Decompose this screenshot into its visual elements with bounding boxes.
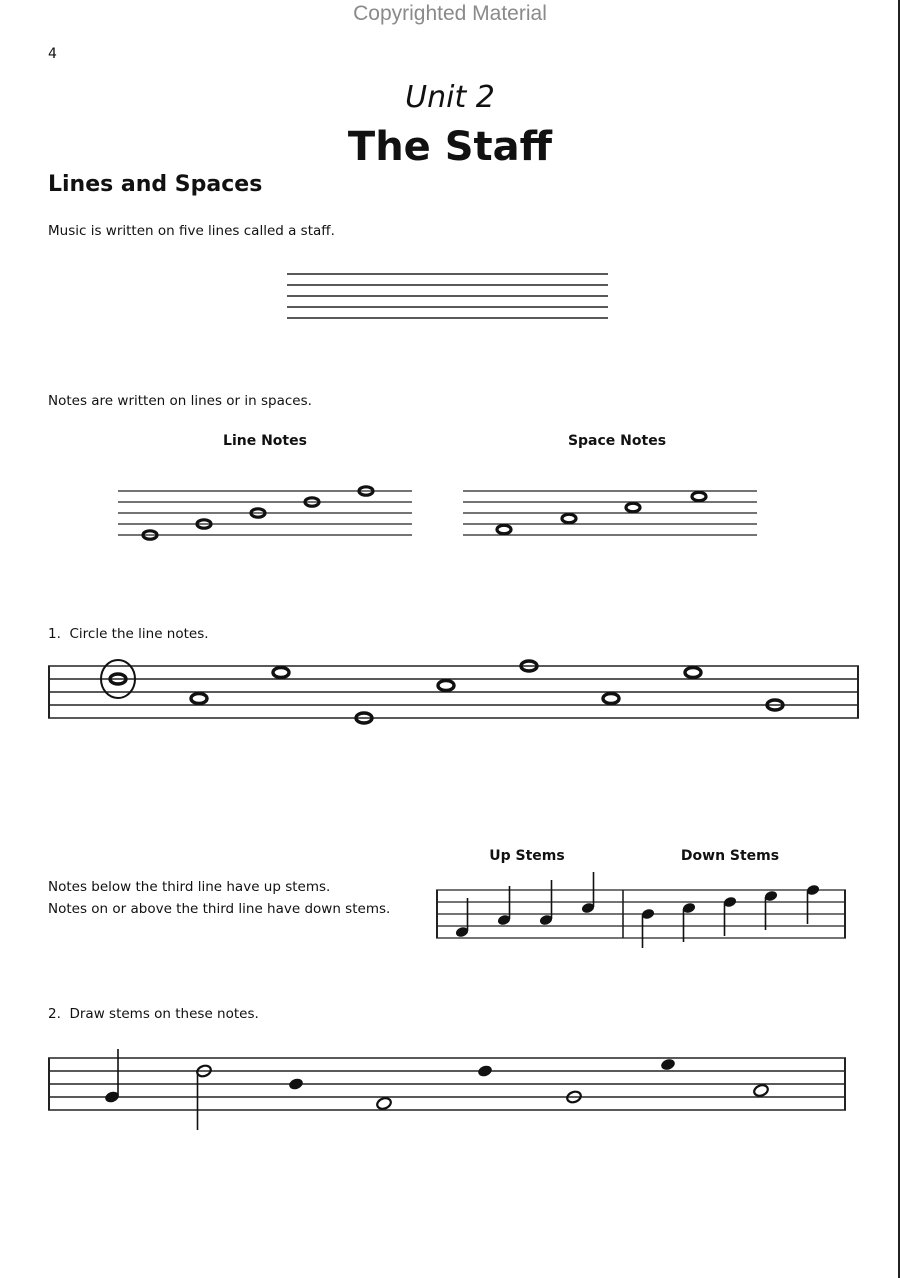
half-notehead <box>753 1083 770 1097</box>
exercise-2-staff[interactable] <box>48 1040 848 1136</box>
whole-note <box>692 492 706 500</box>
notes-text: Notes are written on lines or in spaces. <box>48 393 312 409</box>
exercise-2-text: Draw stems on these notes. <box>69 1006 259 1022</box>
whole-note <box>191 694 207 704</box>
space-notes-staff <box>463 486 759 546</box>
stems-example-staff <box>436 872 848 952</box>
down-stem-note <box>682 902 697 942</box>
down-stem-note <box>641 908 656 948</box>
exercise-1-staff[interactable] <box>48 660 860 730</box>
exercise-1-instruction <box>48 623 209 645</box>
exercise-1-text: Circle the line notes. <box>69 626 209 642</box>
down-stems-label: Down Stems <box>680 848 780 864</box>
down-stem-note <box>723 896 738 936</box>
exercise-2-number: 2. <box>48 1006 61 1022</box>
page-number: 4 <box>48 46 57 62</box>
whole-note <box>562 514 576 522</box>
down-stem-note <box>806 884 821 924</box>
page-title: The Staff <box>347 124 553 170</box>
quarter-notehead <box>288 1077 305 1091</box>
section-heading: Lines and Spaces <box>48 172 263 197</box>
quarter-notehead <box>477 1064 494 1078</box>
quarter-notehead <box>660 1057 677 1071</box>
whole-note <box>438 681 454 691</box>
whole-note <box>273 668 289 678</box>
stems-text-1: Notes below the third line have up stems. <box>48 879 331 895</box>
unit-label: Unit 2 <box>405 80 495 115</box>
intro-text: Music is written on five lines called a staff. <box>48 223 335 239</box>
up-stem-note <box>455 898 470 938</box>
whole-note <box>685 668 701 678</box>
line-notes-label: Line Notes <box>223 433 307 449</box>
exercise-1-number: 1. <box>48 626 61 642</box>
whole-note <box>626 503 640 511</box>
empty-staff <box>287 272 609 322</box>
down-stem-note <box>764 890 779 930</box>
stems-text-2: Notes on or above the third line have down stems. <box>48 901 391 917</box>
up-stems-label: Up Stems <box>489 848 565 864</box>
up-stem-note <box>539 880 554 926</box>
exercise-2-instruction <box>48 1003 259 1025</box>
space-notes-label: Space Notes <box>567 433 667 449</box>
whole-note <box>497 525 511 533</box>
whole-note <box>603 694 619 704</box>
up-stem-note <box>581 872 596 914</box>
quarter-note <box>104 1049 121 1104</box>
watermark: Copyrighted Material <box>353 2 547 25</box>
half-notehead <box>376 1096 393 1110</box>
up-stem-note <box>497 886 512 926</box>
line-notes-staff <box>118 486 414 546</box>
